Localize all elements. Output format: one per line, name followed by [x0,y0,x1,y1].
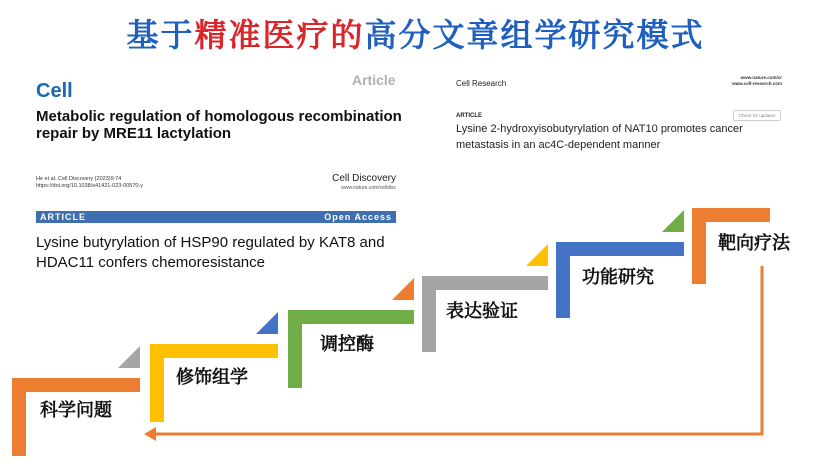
corner-triangle-4 [526,244,548,266]
check-for-updates-badge: Check for updates [733,110,781,121]
step-label-6: 靶向疗法 [718,233,790,254]
cell-paper-title: Metabolic regulation of homologous recombination repair by MRE11 lactylation [36,108,402,142]
corner-triangle-3 [392,278,414,300]
cell-discovery-doi: https://doi.org/10.1038/s41421-023-00570-y [36,183,144,189]
cell-article-type: Article [352,72,396,88]
cell-discovery-citation: He et al. Cell Discovery (2023)9:74 [36,176,122,182]
title-part-3: 高分文章组学研究模式 [364,16,705,54]
corner-triangle-5 [662,210,684,232]
step-label-5: 功能研究 [582,267,654,288]
step-label-3: 调控酶 [320,334,374,355]
step-label-2: 修饰组学 [176,367,248,388]
step-label-1: 科学问题 [40,400,112,421]
title-part-2: 精准医疗的 [194,16,365,54]
cell-research-article-type: ARTICLE [456,113,482,119]
cell-research-journal: Cell Research [456,79,507,88]
cell-discovery-article-label: ARTICLE [40,212,86,222]
cell-journal-logo: Cell [36,80,73,102]
corner-triangle-2 [256,312,278,334]
cell-research-paper-title: Lysine 2-hydroxyisobutyrylation of NAT10 promotes cancer metastasis in an ac4C-dependent manner [456,123,743,151]
cell-discovery-open-access: Open Access [324,212,392,222]
cell-discovery-journal: Cell Discovery [332,173,396,184]
cell-discovery-paper-title: Lysine butyrylation of HSP90 regulated by KAT8 and HDAC11 confers chemoresistance [36,234,385,271]
cell-research-url-2: www.cell-research.com [732,81,782,86]
title-part-1: 基于 [126,16,195,54]
return-arrow-head [144,427,156,441]
cell-research-url-1: www.nature.com/cr [740,75,782,80]
cell-discovery-url: www.nature.com/celldisc [341,185,396,191]
corner-triangle-1 [118,346,140,368]
step-label-4: 表达验证 [446,301,518,322]
